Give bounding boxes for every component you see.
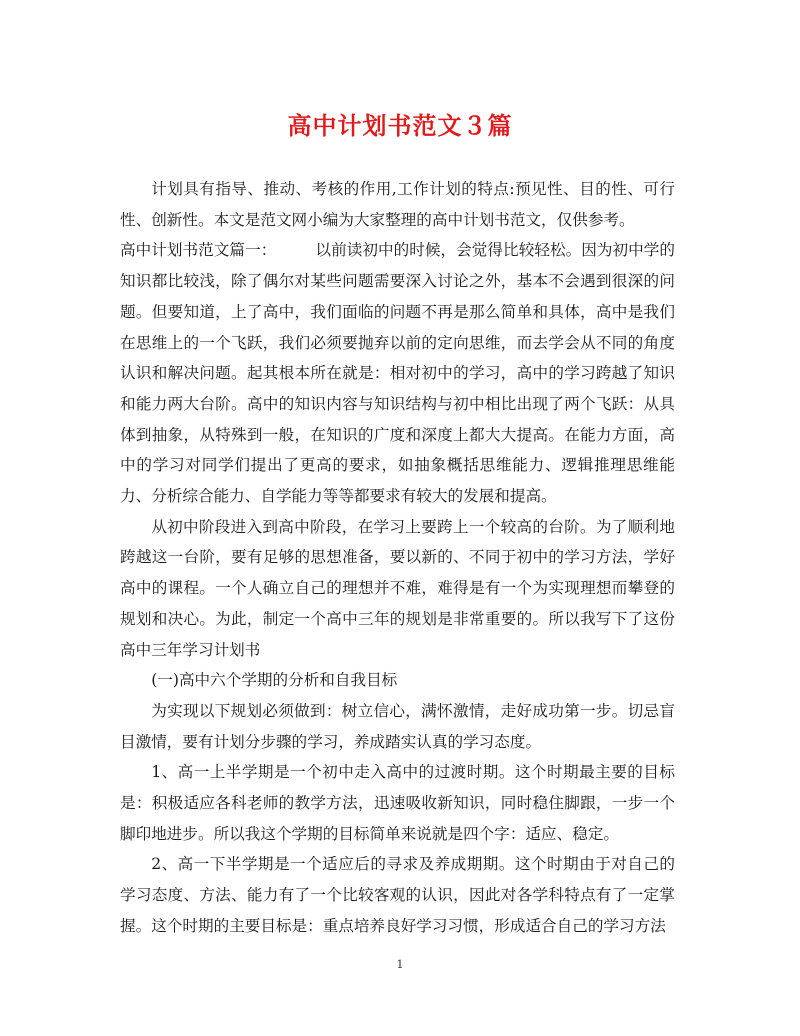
paragraph-5: 1、高一上半学期是一个初中走入高中的过渡时期。这个时期最主要的目标是：积极适应各科老师的教学方法，迅速吸收新知识，同时稳住脚跟，一步一个脚印地进步。所以我这个学期的目标简单来说就是四个字：适应、稳定。 (120, 763, 675, 843)
page-number: 1 (396, 958, 404, 971)
article-label: 高中计划书范文篇一： (120, 241, 269, 260)
article-first-paragraph (120, 235, 675, 511)
paragraph-6: 2、高一下半学期是一个适应后的寻求及养成期期。这个时期由于对自己的学习态度、方法、能力有了一个比较客观的认识，因此对各学科特点有了一定掌握。这个时期的主要目标是：重点培养良好学习习惯，形成适合自己的学习方法 (120, 855, 675, 935)
paragraph-1-text: 以前读初中的时候，会觉得比较轻松。因为初中学的知识都比较浅，除了偶尔对某些问题需要深入讨论之外，基本不会遇到很深的问题。但要知道，上了高中，我们面临的问题不再是那么简单和具体，高中是我们在思维上的一个飞跃，我们必须要抛弃以前的定向思维，而去学会从不同的角度认识和解决问题。起其根本所在就是：相对初中的学习，高中的学习跨越了知识和能力两大台阶。高中的知识内容与知识结构与初中相比出现了两个飞跃：从具体到抽象，从特殊到一般，在知识的广度和深度上都大大提高。在能力方面，高中的学习对同学们提出了更高的要求，如抽象概括思维能力、逻辑推理思维能力、分析综合能力、自学能力等等都要求有较大的发展和提高。 (120, 241, 675, 506)
article-gap (269, 241, 316, 259)
document-body (120, 174, 675, 942)
section-heading: (一)高中六个学期的分析和自我目标 (151, 671, 398, 690)
intro-paragraph: 计划具有指导、推动、考核的作用,工作计划的特点:预见性、目的性、可行性、创新性。本文是范文网小编为大家整理的高中计划书范文，仅供参考。 (120, 180, 675, 229)
document-title: 高中计划书范文３篇 (287, 111, 513, 140)
paragraph-2: 从初中阶段进入到高中阶段，在学习上要跨上一个较高的台阶。为了顺利地跨越这一台阶，要有足够的思想准备，要以新的、不同于初中的学习方法，学好高中的课程。一个人确立自己的理想并不难，难得是有一个为实现理想而攀登的规划和决心。为此，制定一个高中三年的规划是非常重要的。所以我写下了这份高中三年学习计划书 (120, 517, 675, 659)
paragraph-4: 为实现以下规划必须做到：树立信心，满怀激情，走好成功第一步。切忌盲目激情，要有计划分步骤的学习，养成踏实认真的学习态度。 (120, 701, 675, 751)
